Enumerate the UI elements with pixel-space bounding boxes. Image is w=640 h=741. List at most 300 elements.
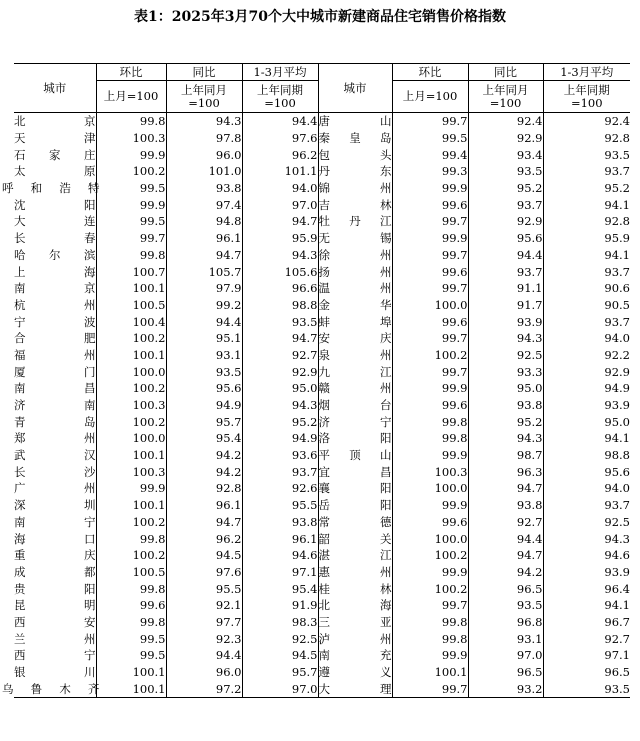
city-label: 无 锡 — [318, 231, 392, 246]
city-label: 哈 尔 滨 — [14, 247, 96, 262]
city-name-left — [14, 614, 96, 631]
city-name-left — [14, 113, 96, 130]
table-row — [14, 163, 630, 180]
yoy-value-right: 95.2 — [468, 180, 543, 197]
table-title: 表1：2025年3月70个大中城市新建商品住宅销售价格指数 — [134, 9, 506, 25]
yoy-value-left: 94.4 — [166, 313, 242, 330]
mom-value-left: 100.4 — [96, 313, 166, 330]
city-label: 常 德 — [318, 514, 392, 529]
city-label: 吉 林 — [318, 197, 392, 212]
yoy-value-left: 97.8 — [166, 130, 242, 147]
avg-value-right: 94.1 — [543, 597, 630, 614]
city-label: 长 春 — [14, 231, 96, 246]
mom-value-right: 99.4 — [392, 146, 468, 163]
city-name-left — [14, 480, 96, 497]
city-name-right — [318, 180, 392, 197]
city-name-right — [318, 614, 392, 631]
mom-value-right: 99.9 — [392, 647, 468, 664]
city-label: 海 口 — [14, 531, 96, 546]
table-row — [14, 313, 630, 330]
avg-value-right: 92.9 — [543, 363, 630, 380]
yoy-value-left: 94.9 — [166, 397, 242, 414]
table-row — [14, 213, 630, 230]
city-label: 锦 州 — [318, 181, 392, 196]
avg-value-right: 93.9 — [543, 397, 630, 414]
yoy-value-right: 94.3 — [468, 430, 543, 447]
yoy-value-left: 94.4 — [166, 647, 242, 664]
mom-value-left: 99.8 — [96, 113, 166, 130]
city-label: 岳 阳 — [318, 498, 392, 513]
city-name-right — [318, 597, 392, 614]
city-name-left — [14, 463, 96, 480]
mom-value-left: 99.8 — [96, 614, 166, 631]
yoy-value-right: 93.5 — [468, 597, 543, 614]
yoy-value-right: 91.7 — [468, 297, 543, 314]
yoy-value-left: 93.8 — [166, 180, 242, 197]
avg-value-right: 90.5 — [543, 297, 630, 314]
table-row — [14, 547, 630, 564]
city-name-right — [318, 330, 392, 347]
yoy-header-left: 同比 — [166, 64, 242, 81]
mom-value-right: 99.6 — [392, 514, 468, 531]
city-label: 天 津 — [14, 131, 96, 146]
mom-value-left: 100.1 — [96, 447, 166, 464]
mom-value-left: 100.2 — [96, 514, 166, 531]
city-name-right — [318, 664, 392, 681]
avg-value-right: 93.7 — [543, 263, 630, 280]
table-row — [14, 680, 630, 697]
avg-value-right: 96.4 — [543, 580, 630, 597]
city-label: 北 京 — [14, 114, 96, 129]
city-label: 唐 山 — [318, 114, 392, 129]
yoy-value-right: 97.0 — [468, 647, 543, 664]
mom-value-left: 99.6 — [96, 597, 166, 614]
city-name-right — [318, 130, 392, 147]
city-label: 青 岛 — [14, 414, 96, 429]
city-name-right — [318, 447, 392, 464]
avg-value-right: 94.3 — [543, 530, 630, 547]
city-name-right — [318, 313, 392, 330]
avg-value-right: 93.7 — [543, 497, 630, 514]
yoy-value-left: 92.3 — [166, 630, 242, 647]
city-name-left — [2, 180, 100, 197]
city-label: 乌 鲁 木 齐 — [2, 681, 100, 696]
avg-value-left: 94.6 — [242, 547, 318, 564]
city-label: 遵 义 — [318, 665, 392, 680]
city-label: 温 州 — [318, 281, 392, 296]
mom-value-left: 100.3 — [96, 397, 166, 414]
city-label: 湛 江 — [318, 548, 392, 563]
city-label: 韶 关 — [318, 531, 392, 546]
mom-value-right: 99.7 — [392, 247, 468, 264]
mom-value-right: 100.0 — [392, 530, 468, 547]
city-label: 蚌 埠 — [318, 314, 392, 329]
city-label: 金 华 — [318, 297, 392, 312]
yoy-value-left: 96.2 — [166, 530, 242, 547]
city-name-right — [318, 564, 392, 581]
table-row — [14, 380, 630, 397]
mom-value-left: 99.8 — [96, 530, 166, 547]
yoy-value-left: 96.0 — [166, 664, 242, 681]
yoy-value-right: 95.2 — [468, 413, 543, 430]
table-body — [2, 113, 630, 698]
city-label: 呼 和 浩 特 — [2, 181, 100, 196]
city-name-left — [14, 213, 96, 230]
avg-value-left: 91.9 — [242, 597, 318, 614]
mom-value-right: 99.8 — [392, 614, 468, 631]
yoy-value-right: 91.1 — [468, 280, 543, 297]
avg-value-right: 93.7 — [543, 163, 630, 180]
yoy-value-right: 92.4 — [468, 113, 543, 130]
city-name-left — [14, 514, 96, 531]
city-name-left — [14, 447, 96, 464]
city-name-left — [14, 547, 96, 564]
table-row — [14, 413, 630, 430]
avg-value-right: 94.6 — [543, 547, 630, 564]
yoy-value-right: 93.7 — [468, 196, 543, 213]
table-row — [14, 280, 630, 297]
city-name-left — [14, 430, 96, 447]
mom-value-left: 100.5 — [96, 297, 166, 314]
yoy-base-left: 上年同月 =100 — [166, 81, 242, 113]
mom-value-right: 100.2 — [392, 547, 468, 564]
table-row — [14, 514, 630, 531]
city-name-left — [14, 597, 96, 614]
city-name-left — [14, 497, 96, 514]
yoy-value-left: 95.4 — [166, 430, 242, 447]
avg-base-left: 上年同期 =100 — [242, 81, 318, 113]
mom-value-right: 100.1 — [392, 664, 468, 681]
city-name-left — [14, 280, 96, 297]
avg-value-right: 96.5 — [543, 664, 630, 681]
yoy-value-right: 92.7 — [468, 514, 543, 531]
city-name-left — [14, 313, 96, 330]
avg-value-left: 95.7 — [242, 664, 318, 681]
city-label: 福 州 — [14, 347, 96, 362]
city-label: 合 肥 — [14, 331, 96, 346]
mom-value-left: 99.5 — [96, 213, 166, 230]
avg-value-left: 105.6 — [242, 263, 318, 280]
yoy-value-left: 99.2 — [166, 297, 242, 314]
yoy-value-left: 94.5 — [166, 547, 242, 564]
yoy-value-left: 93.1 — [166, 347, 242, 364]
yoy-value-left: 94.2 — [166, 463, 242, 480]
avg-value-left: 94.0 — [242, 180, 318, 197]
avg-value-right: 94.1 — [543, 196, 630, 213]
table-row — [14, 447, 630, 464]
avg-value-left: 96.6 — [242, 280, 318, 297]
yoy-value-right: 96.5 — [468, 664, 543, 681]
avg-value-right: 92.2 — [543, 347, 630, 364]
yoy-value-right: 98.7 — [468, 447, 543, 464]
avg-value-right: 92.8 — [543, 213, 630, 230]
yoy-value-left: 101.0 — [166, 163, 242, 180]
yoy-value-left: 94.8 — [166, 213, 242, 230]
table-row — [14, 347, 630, 364]
city-label: 泸 州 — [318, 631, 392, 646]
city-label: 南 昌 — [14, 381, 96, 396]
city-label: 南 宁 — [14, 514, 96, 529]
mom-value-left: 99.8 — [96, 247, 166, 264]
city-name-left — [14, 397, 96, 414]
table-row — [14, 263, 630, 280]
table-row — [14, 564, 630, 581]
mom-value-left: 100.5 — [96, 564, 166, 581]
mom-value-left: 100.1 — [96, 280, 166, 297]
mom-value-left: 100.1 — [96, 680, 166, 697]
table-row — [14, 397, 630, 414]
mom-value-left: 100.3 — [96, 463, 166, 480]
mom-value-left: 100.1 — [96, 497, 166, 514]
avg-header-left: 1-3月平均 — [242, 64, 318, 81]
yoy-value-left: 96.1 — [166, 497, 242, 514]
mom-value-right: 100.2 — [392, 347, 468, 364]
avg-value-left: 97.6 — [242, 130, 318, 147]
mom-value-right: 99.8 — [392, 630, 468, 647]
mom-value-right: 99.9 — [392, 564, 468, 581]
table-row — [14, 580, 630, 597]
city-label: 杭 州 — [14, 297, 96, 312]
city-name-right — [318, 213, 392, 230]
city-name-left — [14, 413, 96, 430]
mom-value-left: 100.2 — [96, 413, 166, 430]
city-name-left — [2, 680, 100, 697]
avg-value-right: 95.0 — [543, 413, 630, 430]
city-name-right — [318, 146, 392, 163]
city-name-left — [14, 230, 96, 247]
city-label: 宜 昌 — [318, 464, 392, 479]
yoy-value-left: 93.5 — [166, 363, 242, 380]
yoy-value-left: 97.4 — [166, 196, 242, 213]
mom-value-right: 99.7 — [392, 330, 468, 347]
yoy-value-left: 92.1 — [166, 597, 242, 614]
avg-value-left: 93.6 — [242, 447, 318, 464]
avg-value-left: 95.9 — [242, 230, 318, 247]
avg-value-right: 94.9 — [543, 380, 630, 397]
city-label: 兰 州 — [14, 631, 96, 646]
city-label: 包 头 — [318, 147, 392, 162]
mom-value-right: 99.8 — [392, 430, 468, 447]
city-name-right — [318, 247, 392, 264]
avg-value-left: 98.8 — [242, 297, 318, 314]
table-row — [14, 597, 630, 614]
city-label: 广 州 — [14, 481, 96, 496]
city-name-left — [14, 664, 96, 681]
city-label: 贵 阳 — [14, 581, 96, 596]
avg-value-left: 101.1 — [242, 163, 318, 180]
avg-value-right: 93.7 — [543, 313, 630, 330]
city-label: 丹 东 — [318, 164, 392, 179]
city-name-left — [14, 297, 96, 314]
avg-value-left: 94.3 — [242, 247, 318, 264]
avg-value-left: 96.2 — [242, 146, 318, 163]
city-name-left — [14, 247, 96, 264]
avg-value-left: 92.6 — [242, 480, 318, 497]
table-row — [14, 497, 630, 514]
mom-value-left: 100.2 — [96, 330, 166, 347]
mom-value-left: 100.0 — [96, 430, 166, 447]
avg-value-right: 97.1 — [543, 647, 630, 664]
avg-header-right: 1-3月平均 — [543, 64, 630, 81]
table-row — [14, 664, 630, 681]
mom-value-left: 100.0 — [96, 363, 166, 380]
city-label: 桂 林 — [318, 581, 392, 596]
yoy-value-right: 93.8 — [468, 497, 543, 514]
mom-value-left: 100.1 — [96, 664, 166, 681]
yoy-value-left: 95.1 — [166, 330, 242, 347]
mom-base-right: 上月=100 — [392, 81, 468, 113]
city-name-right — [318, 680, 392, 697]
city-label: 赣 州 — [318, 381, 392, 396]
mom-value-left: 100.1 — [96, 347, 166, 364]
yoy-value-right: 94.2 — [468, 564, 543, 581]
city-name-right — [318, 463, 392, 480]
city-name-right — [318, 630, 392, 647]
table-row — [14, 614, 630, 631]
yoy-value-right: 93.7 — [468, 263, 543, 280]
mom-value-right: 99.6 — [392, 263, 468, 280]
city-name-right — [318, 480, 392, 497]
avg-value-left: 97.0 — [242, 196, 318, 213]
avg-value-left: 92.7 — [242, 347, 318, 364]
mom-value-right: 99.9 — [392, 230, 468, 247]
avg-value-right: 98.8 — [543, 447, 630, 464]
mom-value-left: 100.3 — [96, 130, 166, 147]
mom-value-left: 99.5 — [96, 180, 166, 197]
city-name-left — [14, 647, 96, 664]
city-name-left — [14, 330, 96, 347]
yoy-value-right: 96.5 — [468, 580, 543, 597]
yoy-value-left: 94.2 — [166, 447, 242, 464]
avg-value-right: 93.5 — [543, 680, 630, 697]
avg-value-left: 95.0 — [242, 380, 318, 397]
city-label: 太 原 — [14, 164, 96, 179]
avg-base-right: 上年同期 =100 — [543, 81, 630, 113]
table-row — [14, 113, 630, 130]
city-name-left — [14, 530, 96, 547]
city-label: 洛 阳 — [318, 431, 392, 446]
avg-value-left: 97.0 — [242, 680, 318, 697]
city-label: 武 汉 — [14, 448, 96, 463]
avg-value-right: 93.5 — [543, 146, 630, 163]
avg-value-right: 96.7 — [543, 614, 630, 631]
city-name-right — [318, 297, 392, 314]
avg-value-right: 92.7 — [543, 630, 630, 647]
table-row — [14, 363, 630, 380]
mom-value-right: 99.9 — [392, 180, 468, 197]
avg-value-right: 93.9 — [543, 564, 630, 581]
yoy-header-right: 同比 — [468, 64, 543, 81]
city-label: 大 连 — [14, 214, 96, 229]
yoy-value-right: 95.0 — [468, 380, 543, 397]
mom-value-right: 99.7 — [392, 280, 468, 297]
mom-value-right: 100.0 — [392, 480, 468, 497]
mom-value-left: 100.2 — [96, 380, 166, 397]
mom-header-left: 环比 — [96, 64, 166, 81]
city-label: 深 圳 — [14, 498, 96, 513]
mom-value-left: 99.8 — [96, 580, 166, 597]
mom-value-right: 99.7 — [392, 680, 468, 697]
mom-value-left: 99.5 — [96, 630, 166, 647]
city-name-right — [318, 113, 392, 130]
table-row — [14, 530, 630, 547]
mom-value-right: 99.8 — [392, 413, 468, 430]
city-label: 上 海 — [14, 264, 96, 279]
table-row — [14, 297, 630, 314]
avg-value-right: 95.2 — [543, 180, 630, 197]
yoy-value-left: 94.7 — [166, 514, 242, 531]
yoy-value-right: 93.9 — [468, 313, 543, 330]
city-label: 安 庆 — [318, 331, 392, 346]
yoy-value-right: 93.3 — [468, 363, 543, 380]
table-row — [14, 480, 630, 497]
city-label: 厦 门 — [14, 364, 96, 379]
avg-value-left: 93.7 — [242, 463, 318, 480]
table-row — [14, 230, 630, 247]
avg-value-left: 94.7 — [242, 213, 318, 230]
city-name-left — [14, 146, 96, 163]
yoy-value-right: 92.5 — [468, 347, 543, 364]
yoy-value-left: 96.0 — [166, 146, 242, 163]
avg-value-right: 95.6 — [543, 463, 630, 480]
table-row — [14, 196, 630, 213]
city-label: 平 顶 山 — [318, 448, 392, 463]
avg-value-right: 92.4 — [543, 113, 630, 130]
table-row — [14, 647, 630, 664]
table-row — [14, 630, 630, 647]
city-name-right — [318, 363, 392, 380]
city-name-right — [318, 580, 392, 597]
city-name-left — [14, 363, 96, 380]
city-name-right — [318, 530, 392, 547]
city-name-left — [14, 630, 96, 647]
city-name-left — [14, 580, 96, 597]
mom-value-left: 100.2 — [96, 163, 166, 180]
price-index-table — [2, 63, 630, 698]
avg-value-right: 92.5 — [543, 514, 630, 531]
yoy-value-right: 96.8 — [468, 614, 543, 631]
mom-value-right: 99.9 — [392, 497, 468, 514]
mom-value-right: 99.7 — [392, 113, 468, 130]
city-name-right — [318, 647, 392, 664]
city-name-left — [14, 347, 96, 364]
mom-value-right: 99.9 — [392, 447, 468, 464]
avg-value-left: 94.4 — [242, 113, 318, 130]
yoy-value-right: 94.3 — [468, 330, 543, 347]
avg-value-left: 94.5 — [242, 647, 318, 664]
yoy-value-left: 94.7 — [166, 247, 242, 264]
mom-value-right: 99.9 — [392, 380, 468, 397]
avg-value-right: 90.6 — [543, 280, 630, 297]
table-row — [14, 146, 630, 163]
yoy-value-left: 94.3 — [166, 113, 242, 130]
avg-value-left: 95.4 — [242, 580, 318, 597]
city-label: 牡 丹 江 — [318, 214, 392, 229]
mom-value-right: 100.3 — [392, 463, 468, 480]
yoy-value-right: 93.1 — [468, 630, 543, 647]
city-name-left — [14, 196, 96, 213]
yoy-value-right: 94.7 — [468, 480, 543, 497]
mom-value-right: 99.7 — [392, 213, 468, 230]
avg-value-left: 94.7 — [242, 330, 318, 347]
mom-value-right: 99.6 — [392, 313, 468, 330]
avg-value-left: 95.5 — [242, 497, 318, 514]
avg-value-left: 95.2 — [242, 413, 318, 430]
yoy-value-left: 92.8 — [166, 480, 242, 497]
city-column-header-right: 城市 — [318, 64, 392, 113]
yoy-value-right: 92.9 — [468, 213, 543, 230]
yoy-value-left: 96.1 — [166, 230, 242, 247]
